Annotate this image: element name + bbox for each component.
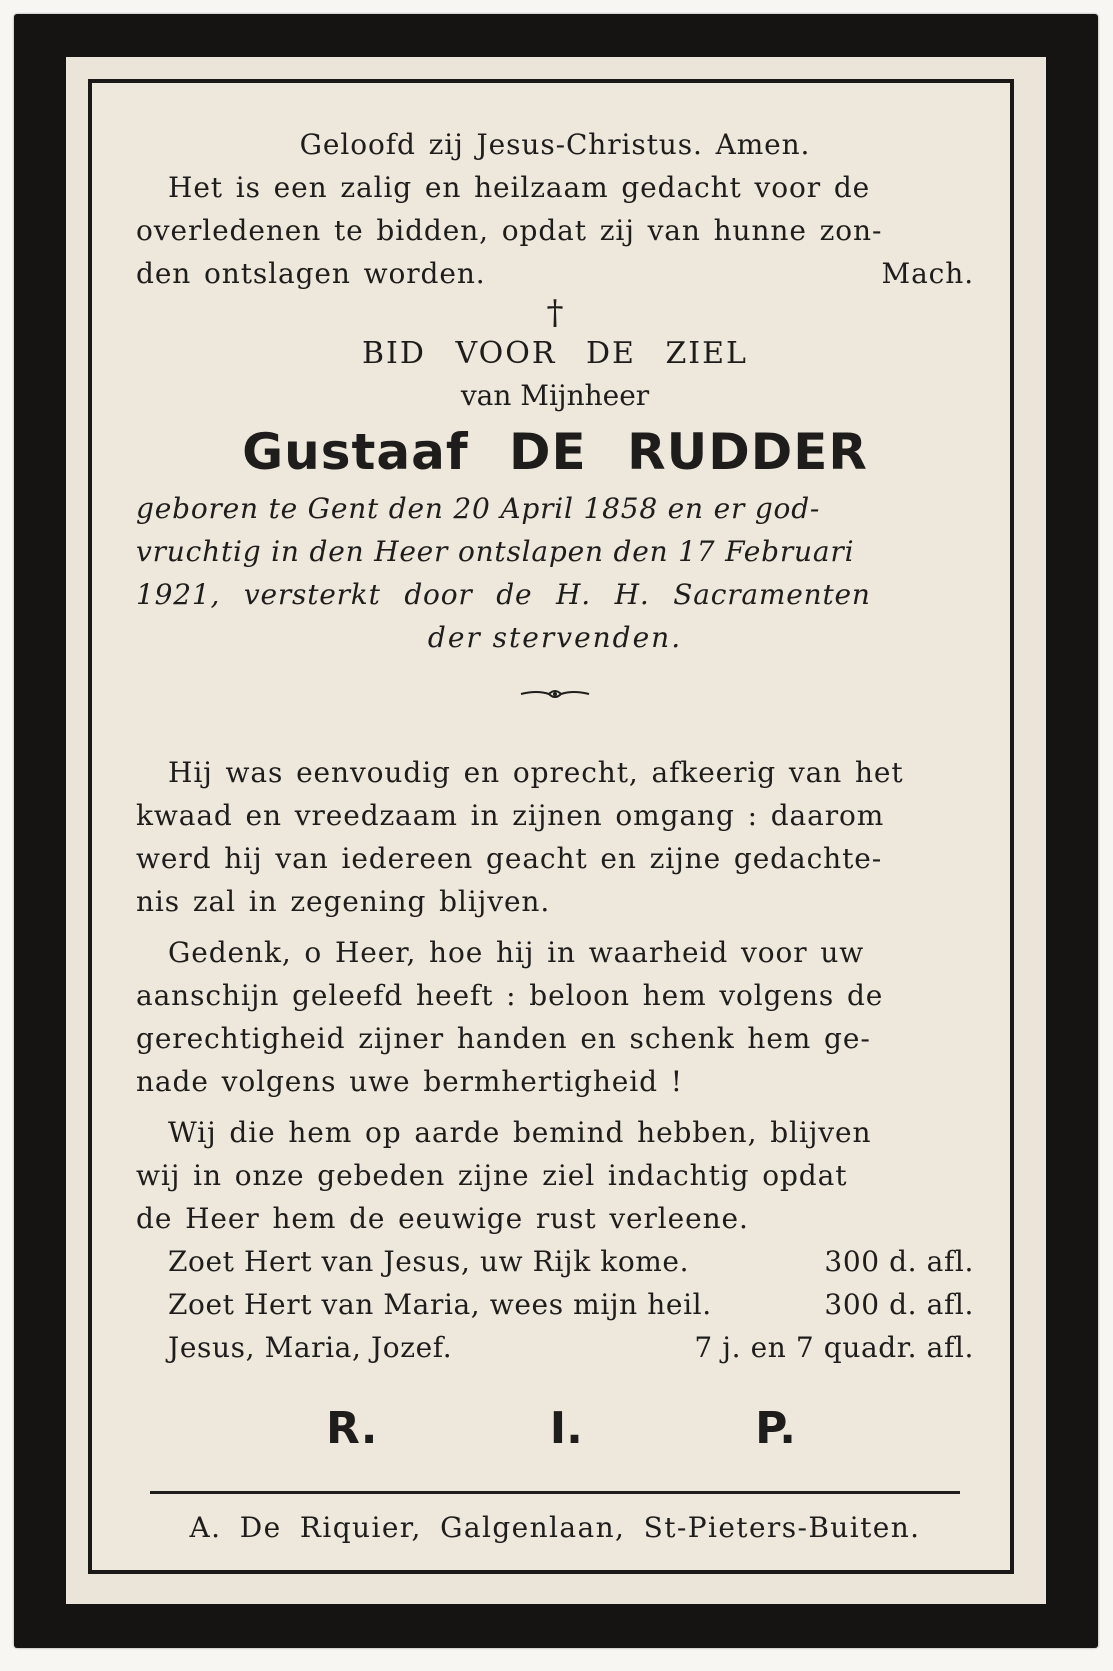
rip-p: P.: [755, 1403, 796, 1454]
paragraph-3-line-3: de Heer hem de eeuwige rust verleene.: [136, 1202, 749, 1235]
dedication-title: van Mijnheer: [460, 379, 650, 412]
paragraph-3-line-1: Wij die hem op aarde bemind hebben, blijven: [168, 1116, 872, 1149]
prayer-indulgence: 300 d. afl.: [824, 1288, 974, 1321]
paragraph-1-line-1: Hij was eenvoudig en oprecht, afkeerig van het: [168, 756, 904, 789]
paragraph-2-line-3: gerechtigheid zijner handen en schenk hem ge-: [136, 1022, 871, 1055]
rip-r: R.: [326, 1403, 378, 1454]
ornament-divider-icon: [136, 679, 974, 709]
deceased-name: Gustaaf DE RUDDER: [242, 423, 868, 481]
birth-line-4: der stervenden.: [427, 621, 683, 654]
header-line-4: [136, 252, 974, 295]
paragraph-1-line-4: nis zal in zegening blijven.: [136, 885, 551, 918]
paragraph-3-line-2: wij in onze gebeden zijne ziel indachtig opdat: [136, 1159, 848, 1192]
prayer-indulgence: 7 j. en 7 quadr. afl.: [694, 1331, 974, 1364]
prayer-indulgence: 300 d. afl.: [824, 1245, 974, 1278]
prayer-text: Zoet Hert van Jesus, uw Rijk kome.: [168, 1245, 690, 1278]
header-verse: [136, 123, 974, 295]
prayer-row: [136, 1326, 974, 1369]
prayer-list: [136, 1240, 974, 1369]
prayer-text: Zoet Hert van Maria, wees mijn heil.: [168, 1288, 712, 1321]
rip-heading: [314, 1399, 796, 1459]
dedication-heading: BID VOOR DE ZIEL: [362, 336, 748, 371]
printer-imprint: A. De Riquier, Galgenlaan, St-Pieters-Buiten.: [189, 1511, 921, 1544]
paragraph-2: [136, 931, 974, 1103]
memorial-card: [14, 14, 1098, 1648]
birth-line-2: vruchtig in den Heer ontslapen den 17 Februari: [136, 535, 855, 568]
header-line-2: Het is een zalig en heilzaam gedacht voor de: [168, 171, 871, 204]
paragraph-2-line-2: aanschijn geleefd heeft : beloon hem volgens de: [136, 979, 884, 1012]
paragraph-1-line-3: werd hij van iedereen geacht en zijne gedachte-: [136, 842, 883, 875]
header-line-3: overledenen te bidden, opdat zij van hunne zon-: [136, 214, 883, 247]
birth-death-info: [136, 487, 974, 659]
header-line-1: Geloofd zij Jesus-Christus. Amen.: [299, 128, 811, 161]
header-line-4-text: den ontslagen worden.: [136, 257, 486, 290]
footer-divider: [150, 1491, 960, 1494]
paragraph-2-line-1: Gedenk, o Heer, hoe hij in waarheid voor uw: [168, 936, 865, 969]
card-paper: [66, 57, 1046, 1604]
paragraph-2-line-4: nade volgens uwe bermhertigheid !: [136, 1065, 683, 1098]
birth-line-3: 1921, versterkt door de H. H. Sacramenten: [136, 578, 871, 611]
prayer-row: [136, 1240, 974, 1283]
inner-frame: [88, 79, 1014, 1574]
header-source: Mach.: [881, 257, 974, 290]
paragraph-1-line-2: kwaad en vreedzaam in zijnen omgang : daarom: [136, 799, 885, 832]
birth-line-1: geboren te Gent den 20 April 1858 en er god-: [136, 492, 821, 525]
prayer-row: [136, 1283, 974, 1326]
paragraph-3: [136, 1111, 974, 1240]
card-content: [136, 123, 974, 1556]
paragraph-1: [136, 751, 974, 923]
rip-i: I.: [549, 1403, 583, 1454]
prayer-text: Jesus, Maria, Jozef.: [168, 1331, 453, 1364]
cross-icon: †: [546, 293, 564, 333]
